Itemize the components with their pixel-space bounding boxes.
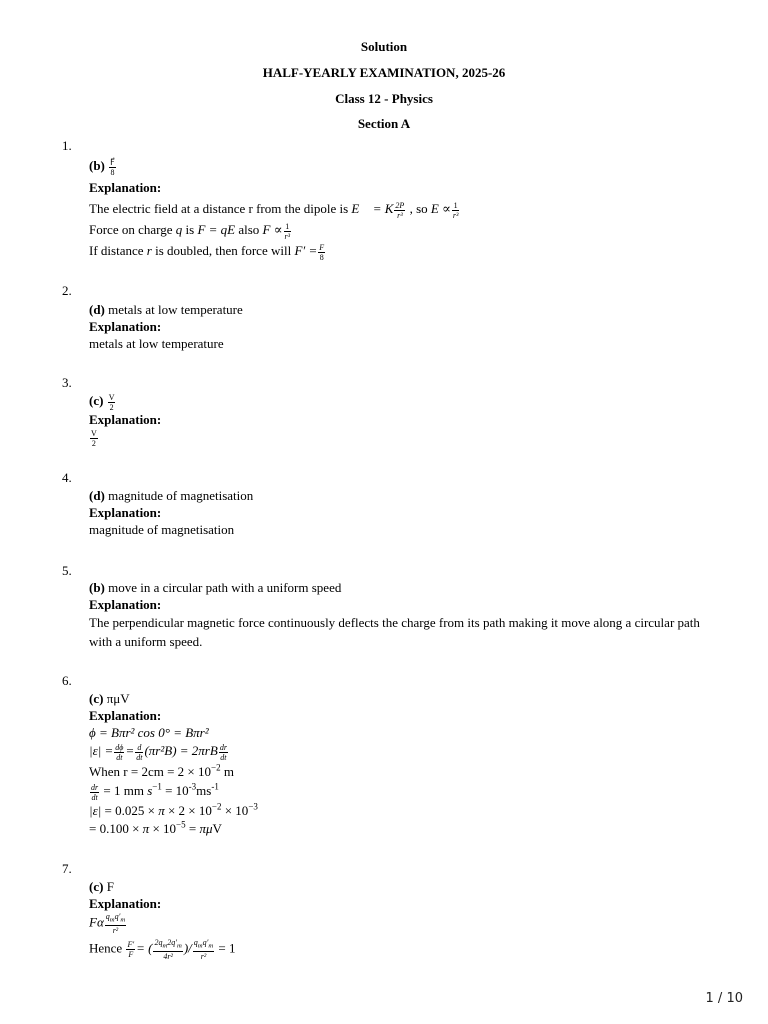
explanation-label: Explanation: [89,319,162,334]
doc-title: Solution [360,39,408,54]
math-fraction: $\frac{F⃗}{8}$ [110,157,115,177]
math-expression: )/ [183,940,192,956]
question-number: 7. [62,861,72,876]
answer-line [89,157,117,177]
answer-option: (c) [89,691,104,706]
question-number: 6. [62,673,72,688]
answer-text: F [106,879,114,894]
math-fraction: $\frac{V}{2}$ [91,428,97,448]
explanation-text: , so [409,201,428,216]
question-number: 4. [62,470,72,485]
explanation-text: When r = 2cm = [89,764,175,779]
explanation-text: also [238,222,260,237]
math-fraction: $\frac{1}{\text{r³}}$ [284,221,291,241]
math-expression: E⃗ = K [351,201,394,216]
question-number: 1. [62,138,72,153]
answer-line [89,301,243,318]
math-fraction: $\frac{q_mq'_m}{\text{r²}}$ [193,938,214,961]
answer-text: magnitude of magnetisation [108,488,254,503]
explanation-label: Explanation: [89,708,162,723]
answer-line [89,690,130,707]
explanation-text: Hence [89,940,123,956]
exam-title: HALF-YEARLY EXAMINATION, 2025-26 [262,65,506,80]
math-expression: F ∝ [262,222,283,237]
answer-text: πμV [106,691,130,706]
answer-text: metals at low temperature [108,302,243,317]
explanation-line [89,200,460,220]
explanation-text: is doubled, then force will [155,243,292,258]
question-number: 3. [62,375,72,390]
answer-line [89,487,253,504]
math-expression: F = qE [197,222,236,237]
explanation-text: The electric field at a distance r from the dipole is [89,201,349,216]
math-expression: $2 \times 10^{-2}$ m [177,762,234,779]
explanation-text: The perpendicular magnetic force continuously deflects the charge from its path making it move along a circular path with a uniform speed. [89,615,700,649]
explanation-text: magnitude of magnetisation [89,522,235,537]
explanation-label: Explanation: [89,896,162,911]
math-expression: q [175,222,183,237]
page-indicator: 1 / 10 [705,991,743,1006]
math-expression: ϕ = Bπr² cos 0° = Bπr² [89,725,209,740]
answer-option: (d) [89,302,105,317]
math-fraction: $\frac{V}{2}$ [108,392,115,412]
math-expression: |ε| = $\frac{d\phi}{dt}$ = $\frac{d}{dt}$ (πr²B) = 2πrB $\frac{dr}{dt}$ [89,742,227,762]
math-expression: = 1 [215,940,236,956]
math-expression: r [146,243,152,258]
explanation-text: If distance [89,243,144,258]
math-expression: $\frac{dr}{dt}$ = 1 mm $s^{-1} = 10^{-3}ms^{-1}$ [91,781,219,802]
question-number: 2. [62,283,72,298]
math-fraction: $\frac{1}{\text{r³}}$ [452,200,459,220]
math-fraction: $\frac{F'}{F}$ [127,939,135,959]
explanation-line [89,428,99,448]
answer-text: move in a circular path with a uniform speed [108,580,342,595]
class-title: Class 12 - Physics [335,91,433,106]
explanation-label: Explanation: [89,505,162,520]
math-fraction: $\frac{F}{8}$ [319,242,325,262]
explanation-label: Explanation: [89,180,162,195]
explanation-line [89,763,234,780]
math-expression: = ( [136,940,153,956]
math-fraction: $\frac{2P}{\text{r³}}$ [395,200,405,220]
explanation-line [89,221,292,241]
answer-option: (b) [89,580,105,595]
math-expression: $|\varepsilon| = 0.025 \times \pi \times 2 \times 10^{-2} \times 10^{-3}$ [89,801,258,818]
explanation-text: = 10 [165,783,189,798]
answer-line [89,878,114,895]
answer-line [89,392,116,412]
explanation-label: Explanation: [89,597,162,612]
explanation-text: Force on charge [89,222,173,237]
section-title: Section A [357,116,411,131]
math-expression: = $0.100 \times \pi \times 10^{-5} = \pi\mu V$ [89,819,222,836]
math-fraction: $\frac{2q_m2q'_m}{\text{4r²}}$ [154,938,182,961]
explanation-text: metals at low temperature [89,336,224,351]
math-expression: Fα $\frac{q_mq'_m}{\text{r²}}$ [89,912,126,935]
answer-option: (d) [89,488,105,503]
math-expression: F′ = [294,243,318,258]
answer-line [89,579,341,596]
explanation-text: ms [196,783,212,798]
answer-option: (c) [89,393,104,408]
answer-option: (b) [89,158,105,173]
answer-option: (c) [89,879,104,894]
explanation-line [89,242,326,262]
explanation-text: is [185,222,195,237]
math-expression: E ∝ [430,201,451,216]
explanation-line [89,938,236,961]
explanation-label: Explanation: [89,412,162,427]
question-number: 5. [62,563,72,578]
